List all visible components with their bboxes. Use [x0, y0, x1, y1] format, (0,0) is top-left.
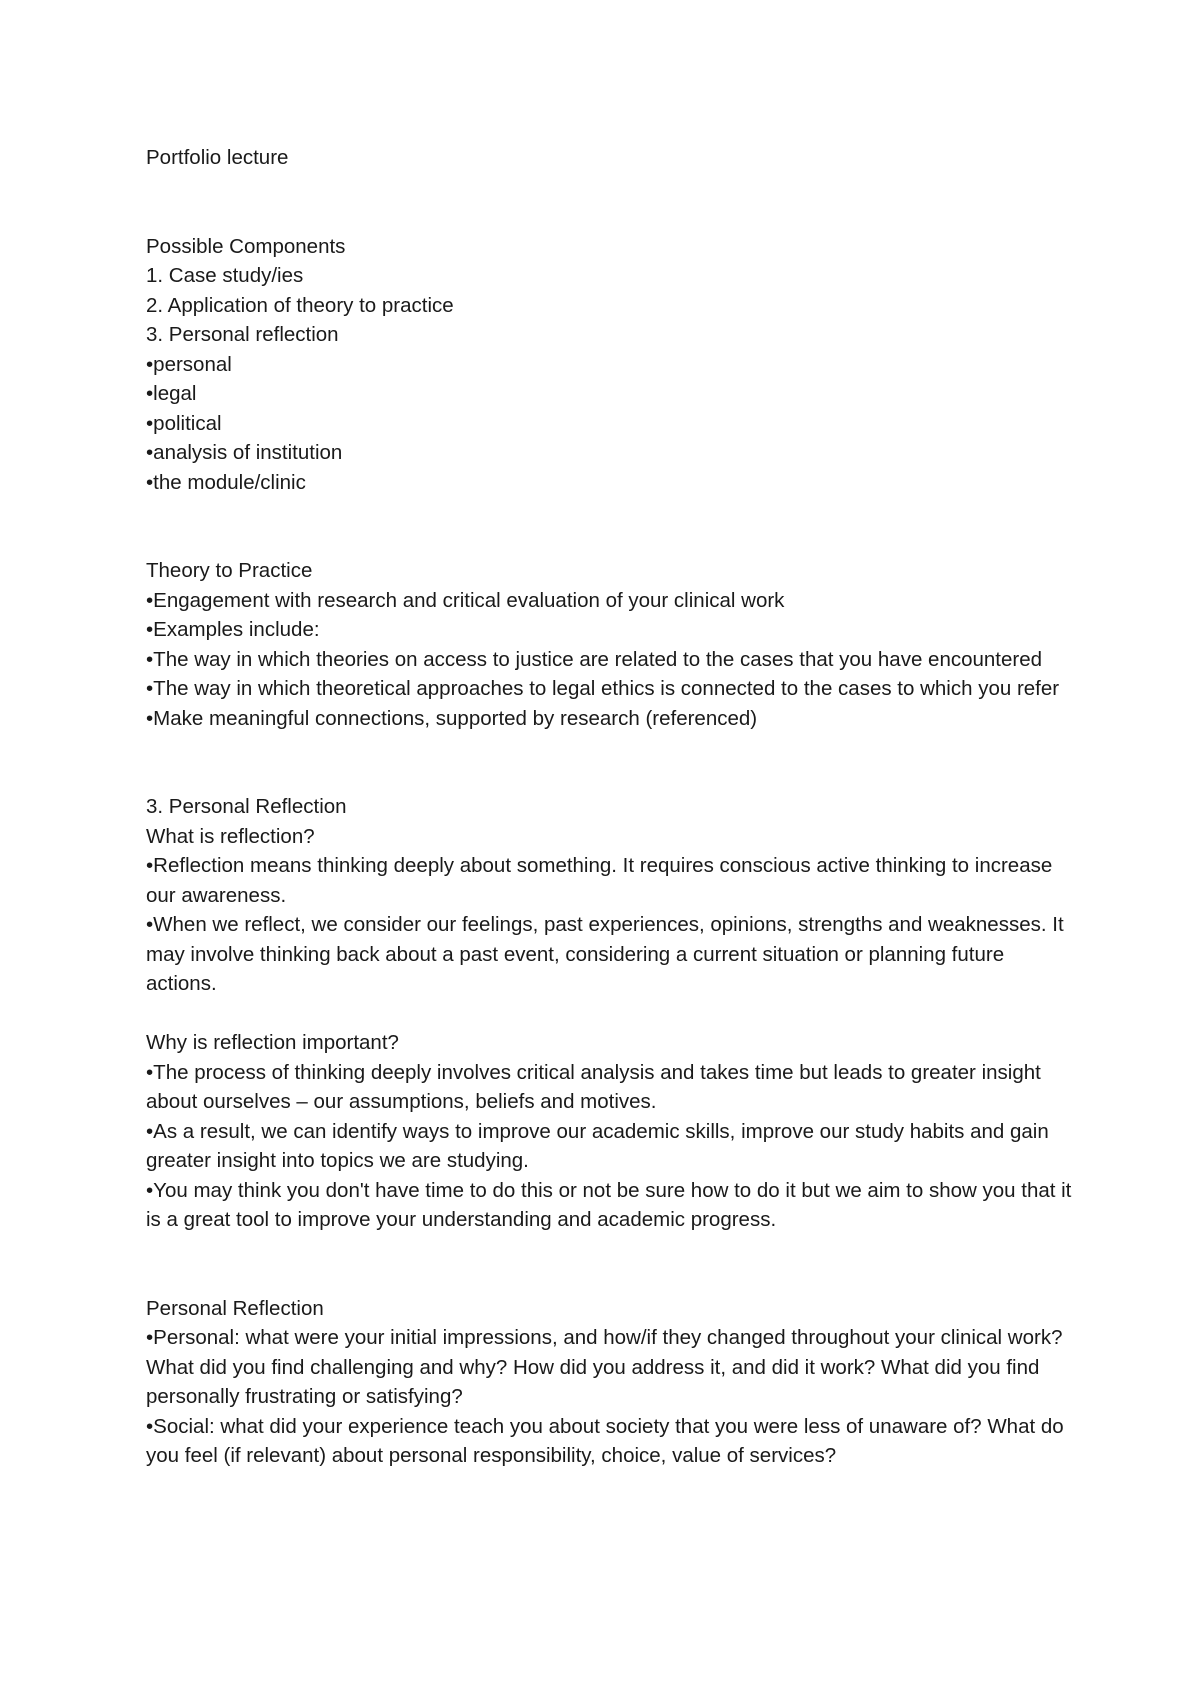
theory-heading: Theory to Practice	[146, 559, 313, 582]
components-heading: Possible Components	[146, 234, 346, 258]
document-title: Portfolio lecture	[146, 146, 289, 169]
importance-bullet: •You may think you don't have time to do this or not be sure how to do it but we aim to show you that it is a great tool to improve your understanding and academic progress.	[146, 1178, 1072, 1231]
component-item: 3. Personal reflection	[146, 323, 339, 346]
theory-bullet: •Make meaningful connections, supported by research (referenced)	[146, 706, 758, 730]
component-bullet: •legal	[146, 382, 197, 405]
reflection-bullet: •Reflection means thinking deeply about something. It requires conscious active thinking to increase our awareness.	[146, 854, 1053, 907]
spacer	[146, 1235, 1076, 1294]
reflection-subheading: What is reflection?	[146, 824, 315, 848]
theory-bullet: •The way in which theoretical approaches to legal ethics is connected to the cases to which you refer	[146, 677, 1060, 700]
spacer	[146, 999, 1076, 1029]
component-item: 2. Application of theory to practice	[146, 293, 454, 317]
spacer	[146, 733, 1076, 792]
component-bullet: •personal	[146, 352, 232, 376]
personal-reflection-heading: Personal Reflection	[146, 1296, 324, 1320]
document-body	[146, 143, 1076, 1471]
importance-heading: Why is reflection important?	[146, 1031, 399, 1054]
component-bullet: •the module/clinic	[146, 470, 306, 494]
theory-bullet: •Engagement with research and critical evaluation of your clinical work	[146, 588, 785, 612]
component-bullet: •analysis of institution	[146, 441, 343, 464]
reflection-heading: 3. Personal Reflection	[146, 795, 347, 818]
importance-bullet: •The process of thinking deeply involves critical analysis and takes time but leads to greater insight about ourselves – our assumptions, beliefs and motives.	[146, 1060, 1041, 1113]
spacer	[146, 497, 1076, 556]
component-bullet: •political	[146, 411, 222, 435]
reflection-bullet: •When we reflect, we consider our feelings, past experiences, opinions, strengths and weaknesses. It may involve thinking back about a past event, considering a current situation or planning future actions.	[146, 913, 1064, 995]
personal-reflection-bullet: •Personal: what were your initial impressions, and how/if they changed throughout your clinical work? What did you find challenging and why? How did you address it, and did it work? What did you find personally frustrating or satisfying?	[146, 1326, 1063, 1408]
theory-bullet: •Examples include:	[146, 618, 320, 641]
theory-bullet: •The way in which theories on access to justice are related to the cases that you have encountered	[146, 647, 1043, 671]
personal-reflection-bullet: •Social: what did your experience teach you about society that you were less of unaware of? What do you feel (if relevant) about personal responsibility, choice, value of services?	[146, 1414, 1064, 1467]
importance-bullet: •As a result, we can identify ways to improve our academic skills, improve our study habits and gain greater insight into topics we are studying.	[146, 1119, 1049, 1172]
component-item: 1. Case study/ies	[146, 264, 304, 287]
spacer	[146, 173, 1076, 232]
